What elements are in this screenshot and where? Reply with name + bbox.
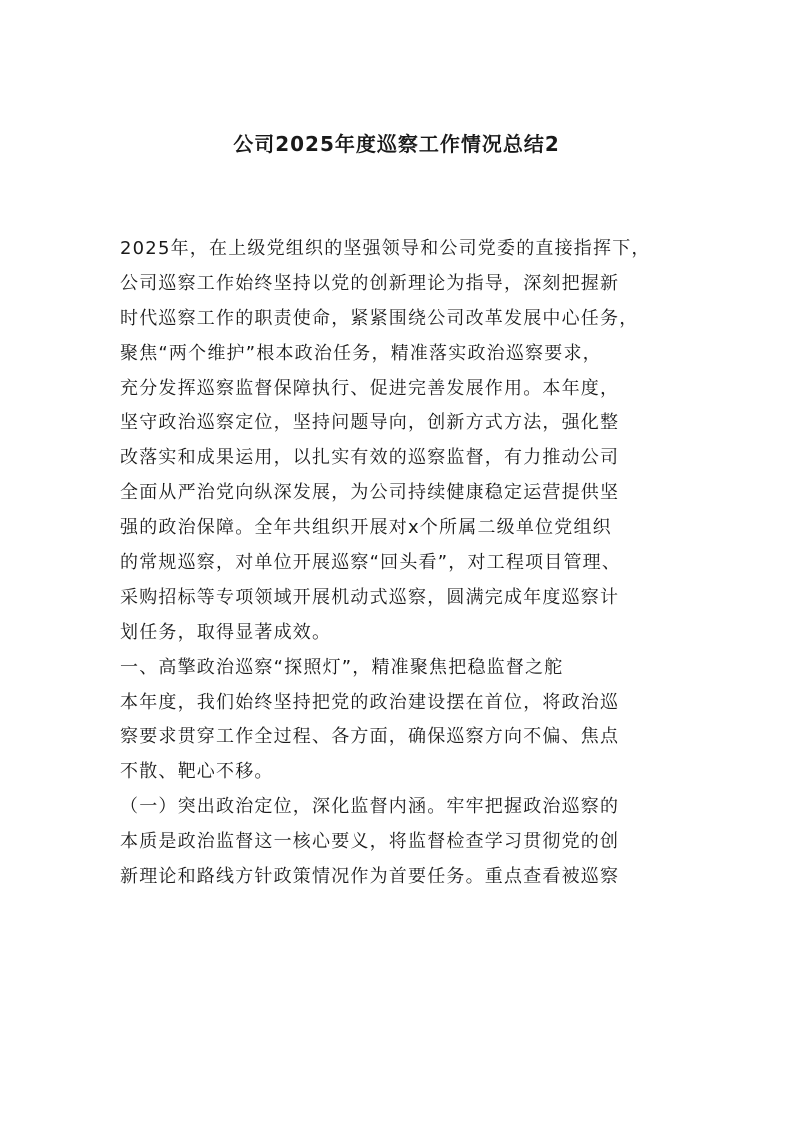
document-body (120, 232, 680, 895)
body-line: 本质是政治监督这一核心要义，将监督检查学习贯彻党的创 (120, 831, 620, 853)
body-line: 聚焦“两个维护”根本政治任务，精准落实政治巡察要求， (120, 342, 602, 364)
body-line: 2025年，在上级党组织的坚强领导和公司党委的直接指挥下， (120, 238, 651, 259)
body-line: 不散、靶心不移。 (120, 761, 274, 783)
body-line: 公司巡察工作始终坚持以党的创新理论为指导，深刻把握新 (120, 272, 620, 294)
section-heading: 一、高擎政治巡察“探照灯”，精准聚焦把稳监督之舵 (120, 656, 564, 678)
body-line: 坚守政治巡察定位，坚持问题导向，创新方式方法，强化整 (120, 412, 620, 434)
body-line: 采购招标等专项领域开展机动式巡察，圆满完成年度巡察计 (120, 586, 620, 608)
body-line: 改落实和成果运用，以扎实有效的巡察监督，有力推动公司 (120, 447, 620, 469)
body-line: 强的政治保障。全年共组织开展对x个所属二级单位党组织 (120, 517, 612, 539)
body-line: 新理论和路线方针政策情况作为首要任务。重点查看被巡察 (120, 866, 620, 888)
body-line: 的常规巡察，对单位开展巡察“回头看”，对工程项目管理、 (120, 552, 622, 574)
body-line: 全面从严治党向纵深发展，为公司持续健康稳定运营提供坚 (120, 482, 620, 504)
body-line: 时代巡察工作的职责使命，紧紧围绕公司改革发展中心任务， (120, 307, 639, 329)
subsection-line: （一）突出政治定位，深化监督内涵。牢牢把握政治巡察的 (120, 796, 620, 818)
document-title: 公司2025年度巡察工作情况总结2 (233, 132, 560, 156)
body-line: 充分发挥巡察监督保障执行、促进完善发展作用。本年度， (120, 377, 620, 399)
body-line: 本年度，我们始终坚持把党的政治建设摆在首位，将政治巡 (120, 691, 620, 713)
body-line: 划任务，取得显著成效。 (120, 621, 332, 643)
body-line: 察要求贯穿工作全过程、各方面，确保巡察方向不偏、焦点 (120, 726, 620, 748)
